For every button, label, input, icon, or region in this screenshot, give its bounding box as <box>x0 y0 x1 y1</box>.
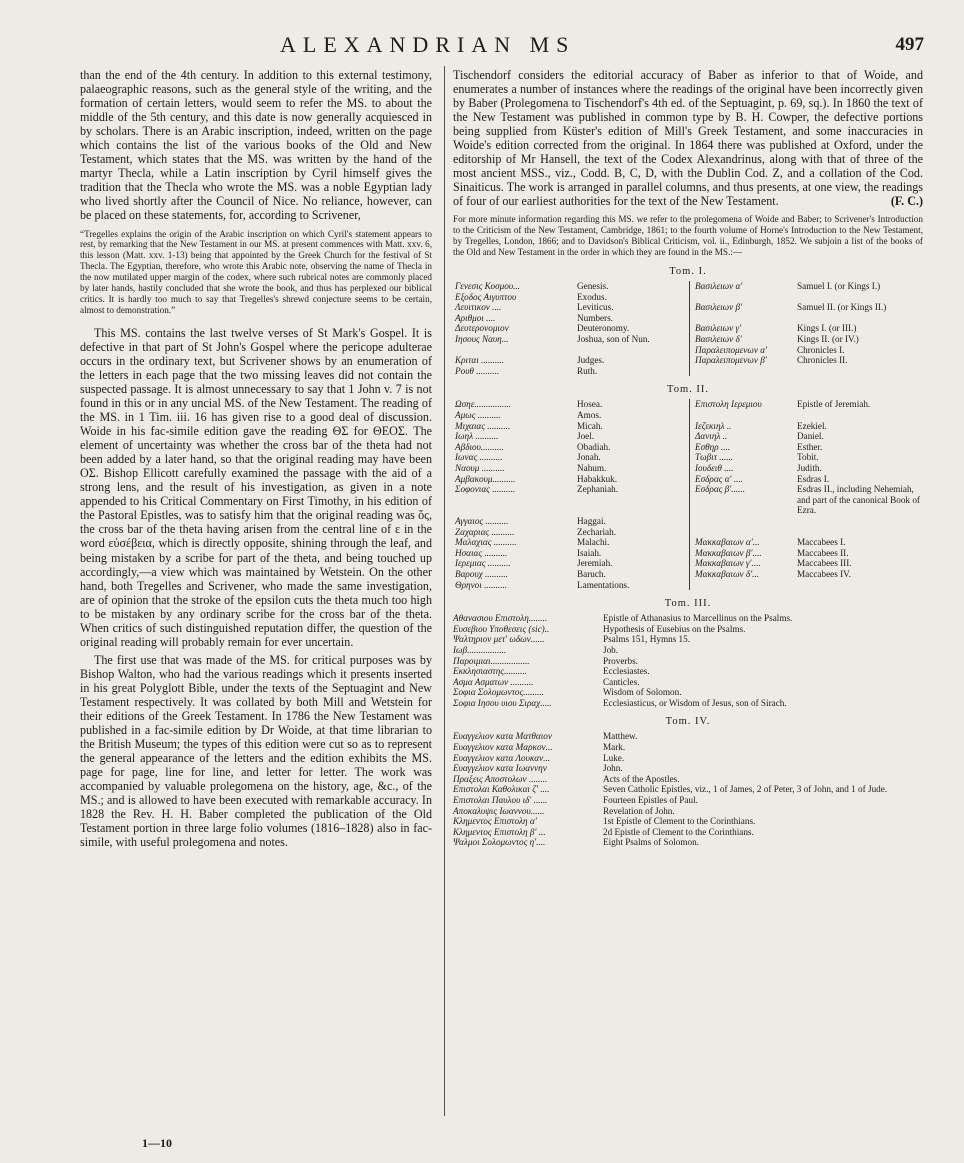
tom-4-section <box>453 716 923 848</box>
english-title: Hypothesis of Eusebius on the Psalms. <box>603 623 746 634</box>
tom-1-section <box>453 266 923 376</box>
english-title <box>795 366 923 377</box>
book-row <box>453 806 923 817</box>
book-row <box>453 558 923 569</box>
greek-title: Παροιμιαι................. <box>453 655 530 666</box>
greek-title: Σοφια Ιησου υιου Σιραχ..... <box>453 697 552 708</box>
english-title: Wisdom of Solomon. <box>603 687 682 698</box>
english-title: Habakkuk. <box>577 473 618 484</box>
book-row <box>453 645 923 656</box>
english-title: Maccabees I. <box>797 537 846 548</box>
english-title: Samuel I. (or Kings I.) <box>797 281 881 292</box>
english-title: Epistle of Jeremiah. <box>797 399 871 410</box>
greek-title <box>690 527 796 538</box>
book-row <box>453 345 923 356</box>
book-row <box>453 355 923 366</box>
book-row <box>453 323 923 334</box>
book-row <box>453 302 923 313</box>
english-title: Amos. <box>577 410 602 421</box>
english-title: Judith. <box>797 463 822 473</box>
greek-title <box>690 292 796 303</box>
tom-3-title: Tom. III. <box>664 598 712 610</box>
book-row <box>453 334 923 345</box>
english-title: Maccabees II. <box>797 547 849 558</box>
greek-title: Ιουδειθ .... <box>690 463 796 474</box>
english-title: Obadiah. <box>577 441 611 452</box>
english-title: Ruth. <box>577 365 598 376</box>
english-title: Haggai. <box>577 515 606 526</box>
english-title <box>575 345 690 356</box>
greek-title: Επιστολη Ιερεμιου <box>690 399 796 410</box>
english-title: Luke. <box>603 752 625 763</box>
english-title: Epistle of Athanasius to Marcellinus on the Psalms. <box>603 613 793 624</box>
bibliography-note: For more minute information regarding this MS. we refer to the prolegomena of Woide and Baber; to Scrivener's Introduction to the Criticism of the New Testament, Cambridge, 1861; to the fourth volume of Horne's Introduction to the New Testament, by Tregelles, London, 1866; and to Davidson's Biblical Criticism, vol. ii., Edinburgh, 1852. We subjoin a list of the books of the Old and New Testament in the order in which they are found in the MS.:— <box>453 214 923 258</box>
greek-title: Ασμα Ασματων .......... <box>453 676 534 687</box>
english-title: Mark. <box>603 742 626 753</box>
english-title: Numbers. <box>577 312 613 323</box>
greek-title: Εκκλησιαστης.......... <box>453 666 527 677</box>
english-title: Kings I. (or III.) <box>797 323 857 334</box>
signature-mark: 1—10 <box>142 1136 172 1150</box>
greek-title: Ναουμ .......... <box>455 463 505 473</box>
greek-title: Ευαγγελιον κατα Ιωαννην <box>453 763 547 774</box>
english-title <box>795 527 923 538</box>
greek-title: Αμως .......... <box>455 410 501 421</box>
greek-title: Αβδιου.......... <box>455 441 504 452</box>
greek-title: Ψαλμοι Σολομωντος η'.... <box>453 837 546 848</box>
english-title: Acts of the Apostles. <box>603 773 680 784</box>
english-title: Judges. <box>577 355 605 366</box>
book-row <box>453 677 923 688</box>
english-title: Joel. <box>577 431 595 442</box>
tom-2-title: Tom. II. <box>667 384 709 396</box>
book-row <box>453 816 923 827</box>
greek-title: Ιωνας .......... <box>455 452 503 463</box>
greek-title: Ιερεμιας .......... <box>455 558 511 569</box>
greek-title: Μακκαβαιων γ'.... <box>690 558 796 569</box>
book-row <box>453 281 923 292</box>
book-row <box>453 442 923 453</box>
english-title: Lamentations. <box>577 579 630 590</box>
greek-title: Παραλειπομενων α' <box>690 345 796 356</box>
book-row <box>453 613 923 624</box>
english-title: Seven Catholic Epistles, viz., 1 of James, 2 of Peter, 3 of John, and 1 of Jude. <box>603 784 888 795</box>
english-title: Maccabees III. <box>797 558 852 569</box>
greek-title: Ευαγγελιον κατα Λουκαν... <box>453 752 551 763</box>
greek-title: Ψαλτηριον μετ' ωδων...... <box>453 634 545 645</box>
english-title: Ezekiel. <box>797 420 827 431</box>
english-title: Zephaniah. <box>577 484 619 495</box>
running-title: ALEXANDRIAN MS <box>280 32 576 57</box>
book-row <box>453 837 923 848</box>
english-title: Chronicles I. <box>797 344 845 355</box>
english-title: Daniel. <box>797 431 824 442</box>
greek-title: Ιωβ................. <box>453 644 507 655</box>
greek-title <box>690 410 796 421</box>
greek-title <box>690 516 796 527</box>
greek-title: Ιωηλ .......... <box>455 431 499 442</box>
greek-title: Κλημεντος Επιστολη α' <box>453 816 537 827</box>
english-title: Revelation of John. <box>603 805 675 816</box>
greek-title <box>690 366 796 377</box>
greek-title: Βασιλειων α' <box>690 281 796 292</box>
book-row <box>453 687 923 698</box>
greek-title: Ζαχαριας .......... <box>455 526 515 537</box>
tom-4-list <box>453 731 923 848</box>
greek-title: Μακκαβαιων β'.... <box>690 548 796 559</box>
english-title: Proverbs. <box>603 655 638 666</box>
tom-2-table <box>453 399 923 590</box>
greek-title: Επιστολαι Καθολικαι ζ' .... <box>453 784 550 795</box>
book-row <box>453 527 923 538</box>
greek-title: Ιεζεκιηλ .. <box>690 421 796 432</box>
greek-title: Ευαγγελιον κατα Ματθαιον <box>453 731 552 742</box>
english-title: Esther. <box>797 441 823 452</box>
english-title: Exodus. <box>577 291 607 302</box>
greek-title: Τωβιτ ...... <box>690 452 796 463</box>
english-title: Nahum. <box>577 463 607 473</box>
greek-title: Μακκαβαιων α'... <box>690 537 796 548</box>
greek-title: Ευαγγελιον κατα Μαρκον... <box>453 742 553 753</box>
english-title: Canticles. <box>603 676 640 687</box>
english-title: Baruch. <box>577 568 606 579</box>
greek-title: Εσδρας β'...... <box>690 484 796 516</box>
book-row <box>453 795 923 806</box>
greek-title: Κλημεντος Επιστολη β' ... <box>453 826 546 837</box>
greek-title <box>690 580 796 591</box>
book-row <box>453 774 923 785</box>
book-row <box>453 827 923 838</box>
book-row <box>453 656 923 667</box>
greek-title: Επιστολαι Παυλου ιδ' ...... <box>453 795 548 806</box>
tom-1-table <box>453 281 923 376</box>
book-row <box>453 366 923 377</box>
greek-title: Ρουθ .......... <box>455 365 500 376</box>
english-title: Jonah. <box>577 452 601 463</box>
greek-title: Λευιτικον .... <box>455 302 502 313</box>
greek-title <box>690 313 796 324</box>
greek-title: Αποκαλυψις Ιωαννου...... <box>453 805 545 816</box>
english-title: Micah. <box>577 420 603 431</box>
author-signature: (F. C.) <box>890 194 923 209</box>
english-title: Genesis. <box>577 281 609 292</box>
english-title: Leviticus. <box>577 302 614 313</box>
scrivener-quote: “Tregelles explains the origin of the Arabic inscription on which Cyril's statement appears to rest, by remarking that the New Testament in our MS. at present commences with Matt. xxv. 6, this lesson (Matt. xxv. 1-13) being that appointed by the Greek Church for the festival of St Thecla. The Egyptian, therefore, who wrote this Arabic note, observing the name of Thecla in the now mutilated upper margin of the codex, where such rubrical notes are commonly placed by later hands, hastily concluded that she wrote the book, and thus has perplexed our biblical critics. It is hardly too much to say that Tregelles's shrewd conjecture seems to be certain, almost to demonstration.” <box>80 228 432 315</box>
greek-title: Μιχαιας .......... <box>455 420 511 431</box>
english-title: Ecclesiasticus, or Wisdom of Jesus, son of Sirach. <box>603 697 787 708</box>
book-row <box>453 399 923 410</box>
english-title <box>795 292 923 303</box>
book-row <box>453 580 923 591</box>
book-row <box>453 753 923 764</box>
book-row <box>453 421 923 432</box>
english-title: Isaiah. <box>577 547 602 558</box>
greek-title: Αμβακουμ.......... <box>455 473 516 484</box>
greek-title: Εξοδος Αιγυπτου <box>455 291 517 302</box>
english-title: Deuteronomy. <box>577 323 630 334</box>
greek-title <box>453 345 575 356</box>
greek-title: Δανιηλ .. <box>690 431 796 442</box>
english-title: Eight Psalms of Solomon. <box>603 837 699 848</box>
page-number: 497 <box>895 34 924 55</box>
right-paragraph-1 <box>453 68 923 208</box>
english-title <box>795 580 923 591</box>
greek-title: Βασιλειων δ' <box>690 334 796 345</box>
book-row <box>453 431 923 442</box>
greek-title: Αριθμοι .... <box>455 312 496 323</box>
book-row <box>453 410 923 421</box>
greek-title: Αγγαιος .......... <box>455 515 509 526</box>
book-row <box>453 666 923 677</box>
book-row <box>453 484 923 516</box>
english-title: Malachi. <box>577 537 610 548</box>
tom-1-title: Tom. I. <box>669 266 707 278</box>
greek-title: Βασιλειων β' <box>690 302 796 313</box>
english-title: Ecclesiastes. <box>603 666 650 677</box>
greek-title: Πραξεις Αποστολων ........ <box>453 773 548 784</box>
greek-title: Δευτερονομιον <box>455 323 509 334</box>
greek-title: Βαρουχ .......... <box>455 568 508 579</box>
book-row <box>453 742 923 753</box>
left-paragraph-1: than the end of the 4th century. In addition to this external testimony, palaeographic reasons, such as the general style of the writing, and the formation of certain letters, would seem to refer the MS. to about the middle of the 5th century, and this date is now generally acquiesced in by scholars. There is an Arabic inscription, indeed, written on the page which contains the list of the various books of the Old and New Testament, which states that the MS. was written by the hand of the martyr Thecla, while a Latin inscription by Cyril himself gives the tradition that the Thecla who wrote the MS. was a noble Egyptian lady who lived shortly after the Council of Nice. No reliance, however, can be placed on these statements, for, according to Scrivener, <box>80 68 432 223</box>
greek-title: Γενεσις Κοσμου... <box>455 281 520 292</box>
greek-title: Παραλειπομενων β' <box>690 355 796 366</box>
english-title: Matthew. <box>603 731 638 742</box>
book-row <box>453 537 923 548</box>
english-title: Psalms 151, Hymns 15. <box>603 634 691 645</box>
greek-title: Ευσεβιου Υποθεσεις (sic).. <box>453 623 550 634</box>
left-paragraph-3: The first use that was made of the MS. for critical purposes was by Bishop Walton, who had the various readings which it presents inserted in his great Polyglott Bible, under the texts of the Septuagint and New Testament respectively. It was collated by both Mill and Wetstein for their editions of the Greek Testament. In 1786 the New Testament was published in a fac-simile edition by Dr Woide, at that time librarian to the British Museum; the types of this edition were cut so as to represent the general appearance of the letters and the edition exhibits the MS. page for page, line for line, and letter for letter. The work was accompanied by valuable prolegomena on the history, age, &c., of the MS.; and is allowed to have been executed with remarkable accuracy. In 1828 the Rev. H. H. Baber completed the publication of the Old Testament portion in three large folio volumes (1816–1828) also in fac-simile, with useful prolegomena and notes. <box>80 652 432 850</box>
book-row <box>453 474 923 485</box>
english-title: Fourteen Epistles of Paul. <box>603 795 698 806</box>
greek-title: Μακκαβαιων δ'... <box>690 569 796 580</box>
english-title: 1st Epistle of Clement to the Corinthians. <box>603 816 756 827</box>
english-title: Esdras II., including Nehemiah, and part of the canonical Book of Ezra. <box>797 484 920 516</box>
english-title: Esdras I. <box>797 473 830 484</box>
greek-title: Εσδρας α' .... <box>690 474 796 485</box>
book-row <box>453 698 923 709</box>
book-row <box>453 634 923 645</box>
english-title: Joshua, son of Nun. <box>577 334 650 345</box>
greek-title: Αθανασιου Επιστολη........ <box>453 613 548 624</box>
tom-3-list <box>453 613 923 708</box>
english-title: Chronicles II. <box>797 355 848 366</box>
english-title <box>795 313 923 324</box>
greek-title: Σοφια Σολομωντος......... <box>453 687 544 698</box>
english-title: Kings II. (or IV.) <box>797 334 859 345</box>
greek-title: Θρηνοι .......... <box>455 579 508 590</box>
english-title: Jeremiah. <box>577 558 613 569</box>
book-row <box>453 463 923 474</box>
tom-2-section <box>453 384 923 590</box>
right-paragraph-1-text: Tischendorf considers the editorial accuracy of Baber as inferior to that of Woide, and enumerates a number of instances where the readings of the original have been incorrectly given by Baber (Prolegomena to Tischendorf's 4th ed. of the Septuagint, p. 69, sq.). In 1860 the text of the New Testament was published in common type by B. H. Cowper, the defective portions being supplied from Küster's edition of Mill's Greek Testament, and some inaccuracies in Woide's edition corrected from the original. In 1864 there was published at Oxford, under the editorship of Mr Hansell, the text of the Codex Alexandrinus, along with that of three of the most ancient MSS., viz., Codd. B, C, D, with the Dublin Cod. Z, and a collation of the Cod. Sinaiticus. The work is arranged in parallel columns, and thus presents, at one view, the readings of four of our earliest authorities for the text of the New Testament. <box>453 68 923 209</box>
book-row <box>453 731 923 742</box>
greek-title: Σοφονιας .......... <box>455 484 516 495</box>
tom-3-section <box>453 598 923 708</box>
greek-title: Ωσηε................ <box>455 399 512 410</box>
book-row <box>453 548 923 559</box>
english-title <box>795 516 923 527</box>
english-title: John. <box>603 763 623 774</box>
book-row <box>453 313 923 324</box>
english-title <box>795 410 923 421</box>
left-paragraph-2: This MS. contains the last twelve verses of St Mark's Gospel. It is defective in that part of St John's Gospel where the pericope adulterae occurs in the ordinary text, but Scrivener shows by an enumeration of the letters in each page that the two missing leaves did not contain the suspected passage. It is almost unnecessary to say that 1 John v. 7 is not found in this or in any uncial MS. of the New Testament. The reading of the MS. in 1 Tim. iii. 16 has given rise to a good deal of discussion. Woide in his fac-simile edition gave the reading ΘΣ for ΘΕΟΣ. The element of uncertainty was whether the cross bar of the theta had not been added by a later hand, so that the original reading may have been ΟΣ. Bishop Ellicott carefully examined the passage with the aid of a strong lens, and the result of his investigation, as given in a note appended to his Critical Commentary on First Timothy, in his edition of the Pastoral Epistles, was to satisfy him that the original reading was ὅς, the cross bar of the theta having arisen from the central line of ε in the word εὐσέβεια, which is directly opposite, shining through the leaf, and being mistaken by a scribe for part of the theta, and being touched up accordingly,—a view which was maintained by Wetstein. On the other hand, both Tregelles and Scrivener, who made the same investigation, are of opinion that the stroke of the epsilon cuts the theta much too high to be mistaken by any ordinary scribe for the cross bar of the theta. When critics of such distinguished reputation differ, the question of the original reading will probably remain for ever uncertain. <box>80 325 432 649</box>
greek-title: Εσθηρ .... <box>690 442 796 453</box>
english-title: Samuel II. (or Kings II.) <box>797 302 887 313</box>
greek-title: Ησαιας .......... <box>455 547 508 558</box>
english-title: Zechariah. <box>577 526 617 537</box>
right-column <box>453 68 923 848</box>
page-header <box>0 32 964 62</box>
greek-title: Κριται .......... <box>455 355 505 366</box>
tom-4-title: Tom. IV. <box>665 716 711 728</box>
greek-title: Μαλαχιας .......... <box>455 537 517 548</box>
english-title: Hosea. <box>577 399 603 410</box>
greek-title: Βασιλειων γ' <box>690 323 796 334</box>
left-column <box>80 68 432 854</box>
column-divider <box>444 66 445 1116</box>
english-title: 2d Epistle of Clement to the Corinthians. <box>603 826 754 837</box>
english-title: Tobit. <box>797 452 819 463</box>
english-title: Job. <box>603 644 619 655</box>
book-row <box>453 569 923 580</box>
book-row <box>453 516 923 527</box>
book-row <box>453 292 923 303</box>
greek-title: Ιησους Ναυη... <box>455 334 509 345</box>
book-row <box>453 452 923 463</box>
book-row <box>453 763 923 774</box>
book-row <box>453 784 923 795</box>
book-row <box>453 624 923 635</box>
english-title: Maccabees IV. <box>797 568 851 579</box>
